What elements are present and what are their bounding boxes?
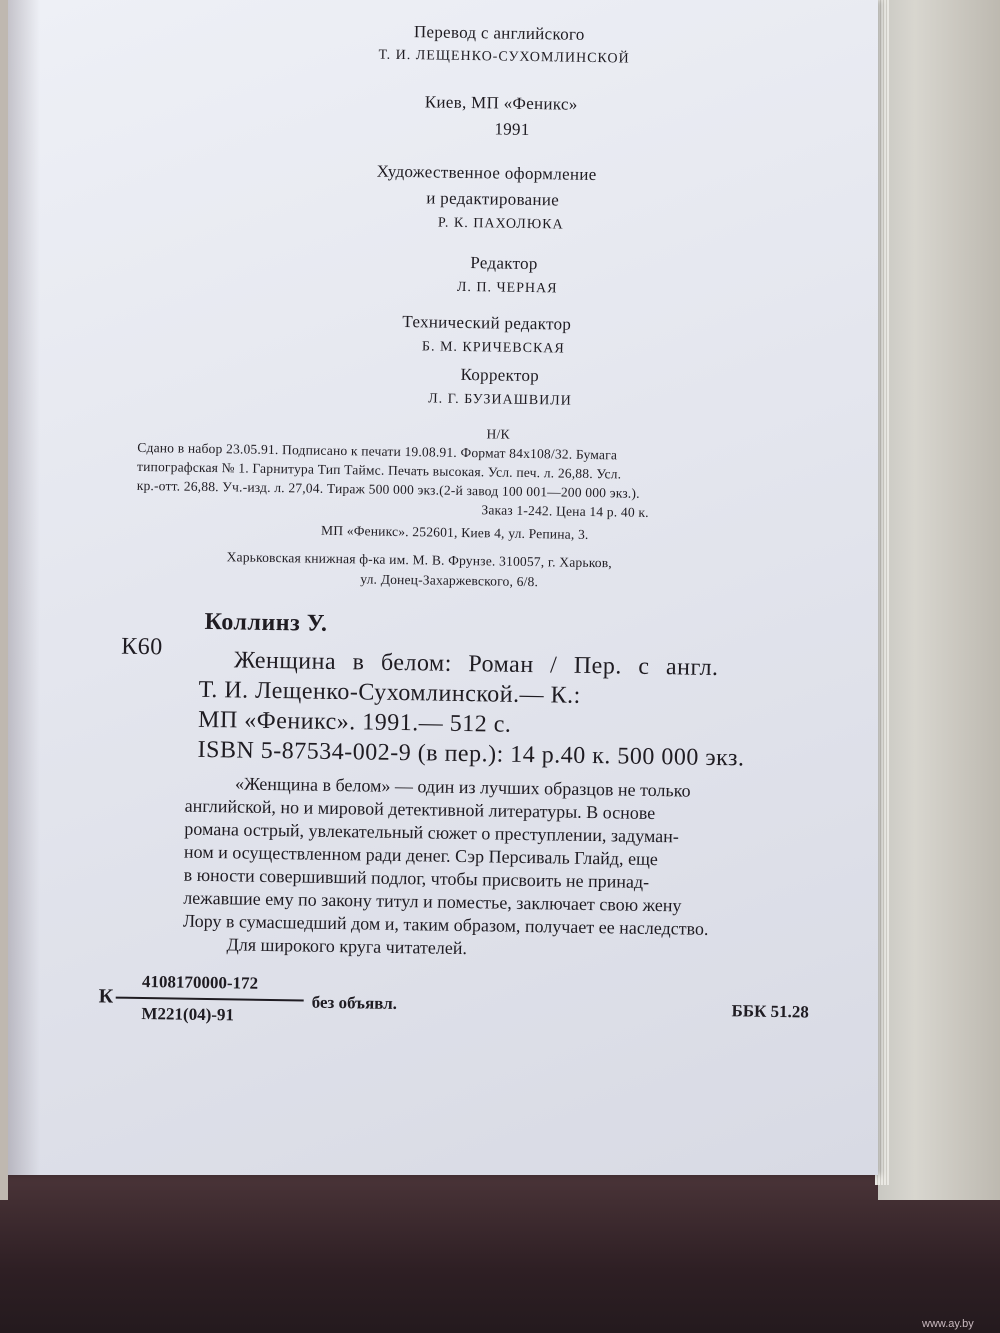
art-design-label: Художественное оформление xyxy=(376,161,597,185)
catalog-isbn-line: ISBN 5-87534-002-9 (в пер.): 14 р.40 к. 500 000 экз. xyxy=(197,736,745,772)
editor-label: Редактор xyxy=(470,253,538,274)
catalog-author: Коллинз У. xyxy=(204,608,328,637)
footer-no-announcement: без объявл. xyxy=(311,992,398,1014)
proofreader-label: Корректор xyxy=(460,364,540,386)
catalog-translator-line: Т. И. Лещенко-Сухомлинской.— К.: xyxy=(198,676,582,709)
footer-k-letter: К xyxy=(98,985,114,1008)
annotation-line-1: «Женщина в белом» — один из лучших образцов не только xyxy=(234,773,691,801)
annotation-line-6: лежавшие ему по закону титул и поместье, заключает свою жену xyxy=(183,887,682,916)
imprint-code: Н/К xyxy=(486,426,510,442)
imprint-line-2: типографская № 1. Гарнитура Тип Таймс. Печать высокая. Усл. печ. л. 26,88. Усл. xyxy=(136,458,622,482)
translation-label: Перевод с английского xyxy=(413,22,585,44)
annotation-line-4: ном и осуществленном ради денег. Сэр Персиваль Глайд, еще xyxy=(183,841,659,870)
printer-line-2: ул. Донец-Захаржевского, 6/8. xyxy=(360,571,539,590)
tech-editor-label: Технический редактор xyxy=(402,312,572,334)
imprint-line-1: Сдано в набор 23.05.91. Подписано к печати 19.08.91. Формат 84х108/32. Бумага xyxy=(137,439,618,463)
footer-numerator: 4108170000-172 xyxy=(141,971,259,993)
printer-line-1: Харьковская книжная ф-ка им. М. В. Фрунзе. 310057, г. Харьков, xyxy=(226,549,613,571)
annotation-line-5: в юности совершивший подлог, чтобы присвоить не принад- xyxy=(183,864,650,892)
catalog-title-line: Женщина в белом: Роман / Пер. с англ. xyxy=(233,647,719,682)
catalog-publisher-line: МП «Феникс». 1991.— 512 с. xyxy=(197,706,512,738)
table-surface xyxy=(0,1175,1000,1333)
proofreader-name: Л. Г. БУЗИАШВИЛИ xyxy=(428,391,572,409)
fraction-bar xyxy=(116,997,304,1002)
book-cover-edge xyxy=(878,0,1000,1200)
annotation-line-8: Для широкого круга читателей. xyxy=(226,934,468,959)
art-designer-name: Р. К. ПАХОЛЮКА xyxy=(437,215,564,233)
annotation-line-7: Лору в сумасшедший дом и, таким образом, получает ее наследство. xyxy=(182,910,709,939)
imprint-line-4: Заказ 1-242. Цена 14 р. 40 к. xyxy=(481,502,649,520)
watermark-text: www.ay.by xyxy=(922,1318,974,1330)
place-publisher: Киев, МП «Феникс» xyxy=(424,92,578,114)
publication-year: 1991 xyxy=(494,119,530,139)
catalog-index: К60 xyxy=(121,633,163,661)
art-design-label-2: и редактирование xyxy=(426,188,560,210)
annotation-line-3: романа острый, увлекательный сюжет о преступлении, задуман- xyxy=(184,818,680,847)
footer-denominator: М221(04)-91 xyxy=(141,1003,235,1025)
tech-editor-name: Б. М. КРИЧЕВСКАЯ xyxy=(421,339,565,357)
imprint-line-3: кр.-отт. 26,88. Уч.-изд. л. 27,04. Тираж 500 000 экз.(2-й завод 100 001—200 000 экз.). xyxy=(136,477,640,501)
translator-name: Т. И. ЛЕЩЕНКО-СУХОМЛИНСКОЙ xyxy=(378,47,630,67)
editor-name: Л. П. ЧЕРНАЯ xyxy=(456,279,558,297)
publisher-address: МП «Феникс». 252601, Киев 4, ул. Репина, 3. xyxy=(320,522,589,542)
footer-bbk: ББК 51.28 xyxy=(731,1001,810,1022)
annotation-line-2: английской, но и мировой детективной литературы. В основе xyxy=(184,795,656,824)
